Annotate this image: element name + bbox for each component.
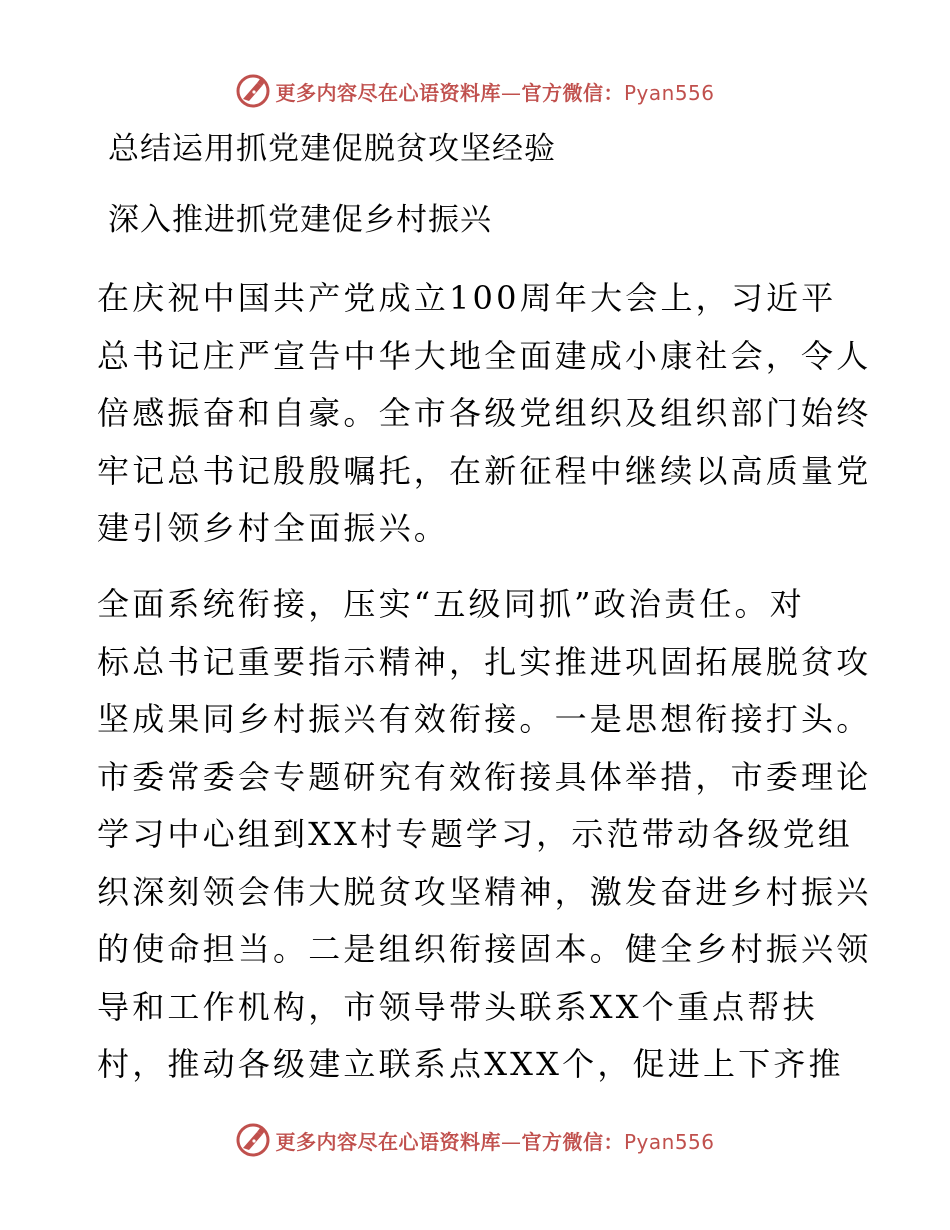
paragraph-line: 坚成果同乡村振兴有效衔接。一是思想衔接打头。 — [97, 700, 872, 738]
watermark-wechat-id: Pyan556 — [623, 80, 715, 105]
header-watermark — [0, 71, 950, 111]
paragraph-2 — [97, 576, 872, 1094]
pen-nib-logo-icon — [235, 73, 271, 109]
paragraph-line: 学习中心组到XX村专题学习，示范带动各级党组 — [97, 815, 853, 853]
document-heading-2: 深入推进抓党建促乡村振兴 — [108, 202, 492, 238]
watermark-separator: — — [500, 80, 522, 105]
watermark-wechat-id: Pyan556 — [623, 1129, 715, 1154]
watermark-label: 官方微信： — [521, 1129, 624, 1154]
watermark-text: 更多内容尽在心语资料库 — [275, 1129, 501, 1154]
watermark-label: 官方微信： — [521, 80, 624, 105]
paragraph-line: 总书记庄严宣告中华大地全面建成小康社会，令人 — [97, 336, 872, 375]
paragraph-line: 标总书记重要指示精神，扎实推进巩固拓展脱贫攻 — [97, 642, 872, 681]
paragraph-line: 的使命担当。二是组织衔接固本。健全乡村振兴领 — [97, 930, 872, 968]
paragraph-line: 倍感振奋和自豪。全市各级党组织及组织部门始终 — [97, 394, 872, 432]
paragraph-line: 建引领乡村全面振兴。 — [97, 509, 450, 547]
paragraph-line: 村，推动各级建立联系点XXX个，促进上下齐推 — [97, 1045, 844, 1083]
paragraph-line: 织深刻领会伟大脱贫攻坚精神，激发奋进乡村振兴 — [97, 872, 872, 911]
paragraph-line: 导和工作机构，市领导带头联系XX个重点帮扶 — [97, 987, 818, 1026]
document-heading-1: 总结运用抓党建促脱贫攻坚经验 — [108, 131, 556, 167]
paragraph-line: 在庆祝中国共产党成立100周年大会上，习近平 — [97, 279, 837, 317]
paragraph-line: 市委常委会专题研究有效衔接具体举措，市委理论 — [97, 757, 872, 796]
paragraph-1 — [97, 270, 872, 558]
watermark-separator: — — [500, 1129, 522, 1154]
paragraph-line: 牢记总书记殷殷嘱托，在新征程中继续以高质量党 — [97, 451, 872, 490]
paragraph-line: 全面系统衔接，压实“五级同抓”政治责任。对 — [97, 585, 805, 623]
pen-nib-logo-icon — [235, 1122, 271, 1158]
watermark-text: 更多内容尽在心语资料库 — [275, 80, 501, 105]
footer-watermark — [0, 1120, 950, 1160]
